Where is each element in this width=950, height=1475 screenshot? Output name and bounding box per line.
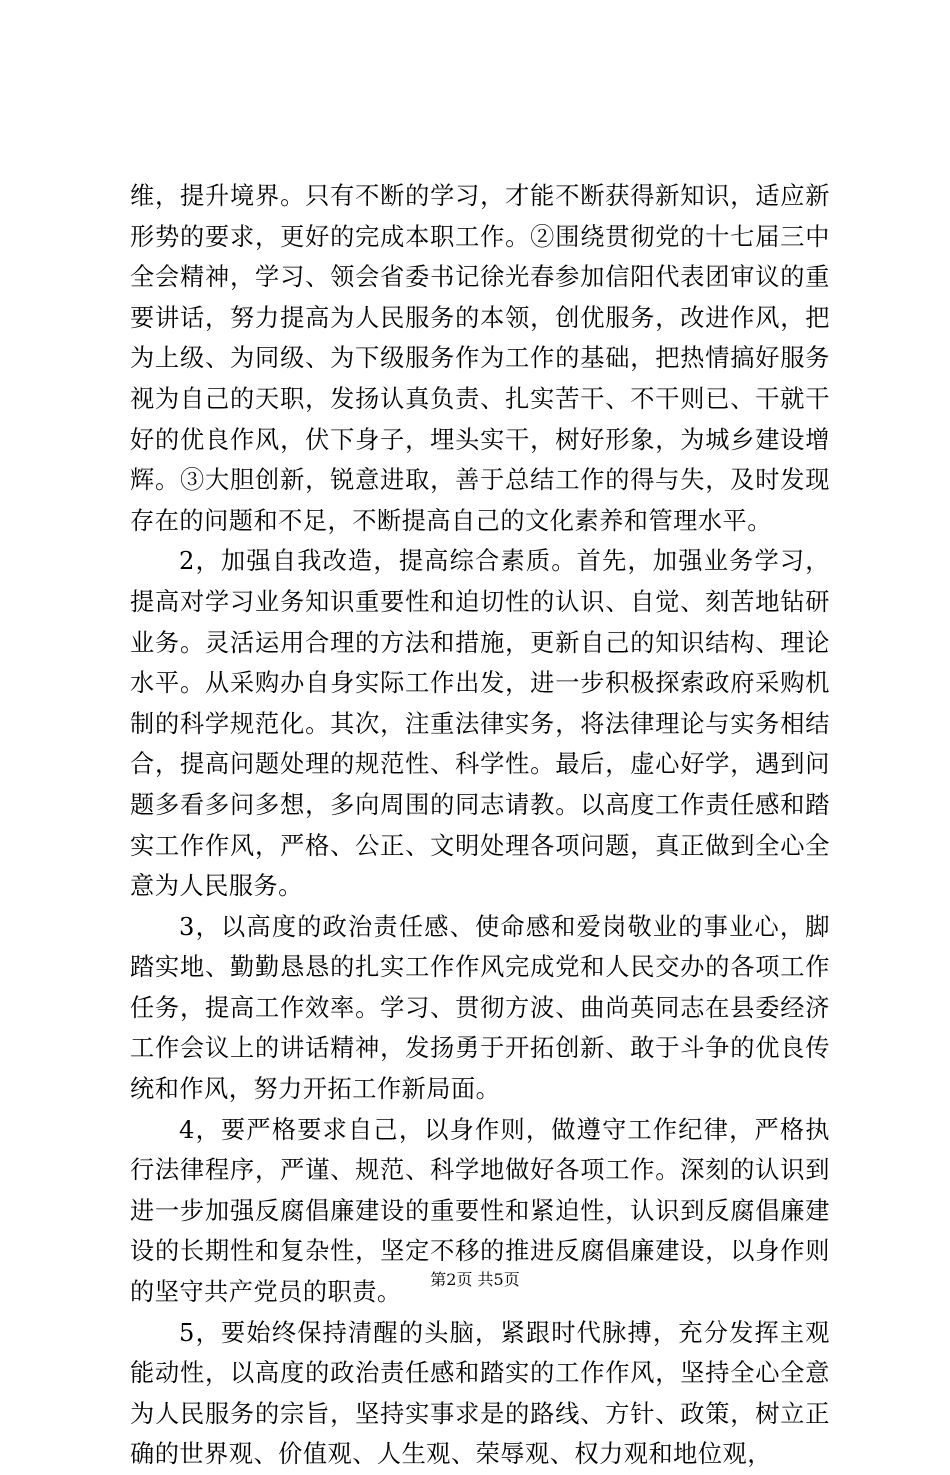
page-number-footer: 第2页 共5页: [430, 1270, 520, 1289]
paragraph-continuation: 维，提升境界。只有不断的学习，才能不断获得新知识，适应新形势的要求，更好的完成本职工作。②围绕贯彻党的十七届三中全会精神，学习、领会省委书记徐光春参加信阳代表团审议的重要讲话，努力提高为人民服务的本领，创优服务，改进作风，把为上级、为同级、为下级服务作为工作的基础，把热情搞好服务视为自己的天职，发扬认真负责、扎实苦干、不干则已、干就干好的优良作风，伏下身子，埋头实干，树好形象，为城乡建设增辉。③大胆创新，锐意进取，善于总结工作的得与失，及时发现存在的问题和不足，不断提高自己的文化素养和管理水平。: [130, 182, 830, 535]
paragraph-item-5: 5，要始终保持清醒的头脑，紧跟时代脉搏，充分发挥主观能动性，以高度的政治责任感和踏实的工作作风，坚持全心全意为人民服务的宗旨，坚持实事求是的路线、方针、政策，树立正确的世界观、价值观、人生观、荣辱观、权力观和地位观，: [130, 1318, 830, 1469]
paragraph-item-3: 3，以高度的政治责任感、使命感和爱岗敬业的事业心，脚踏实地、勤勤恳恳的扎实工作作风完成党和人民交办的各项工作任务，提高工作效率。学习、贯彻方波、曲尚英同志在县委经济工作会议上的讲话精神，发扬勇于开拓创新、敢于斗争的优良传统和作风，努力开拓工作新局面。: [130, 912, 830, 1104]
paragraph-item-4: 4，要严格要求自己，以身作则，做遵守工作纪律，严格执行法律程序，严谨、规范、科学地做好各项工作。深刻的认识到进一步加强反腐倡廉建设的重要性和紧迫性，认识到反腐倡廉建设的长期性和复杂性，坚定不移的推进反腐倡廉建设，以身作则的坚守共产党员的职责。: [130, 1115, 830, 1307]
paragraph-item-2: 2，加强自我改造，提高综合素质。首先，加强业务学习，提高对学习业务知识重要性和迫切性的认识、自觉、刻苦地钻研业务。灵活运用合理的方法和措施，更新自己的知识结构、理论水平。从采购办自身实际工作出发，进一步积极探索政府采购机制的科学规范化。其次，注重法律实务，将法律理论与实务相结合，提高问题处理的规范性、科学性。最后，虚心好学，遇到问题多看多问多想，多向周围的同志请教。以高度工作责任感和踏实工作作风，严格、公正、文明处理各项问题，真正做到全心全意为人民服务。: [130, 547, 830, 901]
